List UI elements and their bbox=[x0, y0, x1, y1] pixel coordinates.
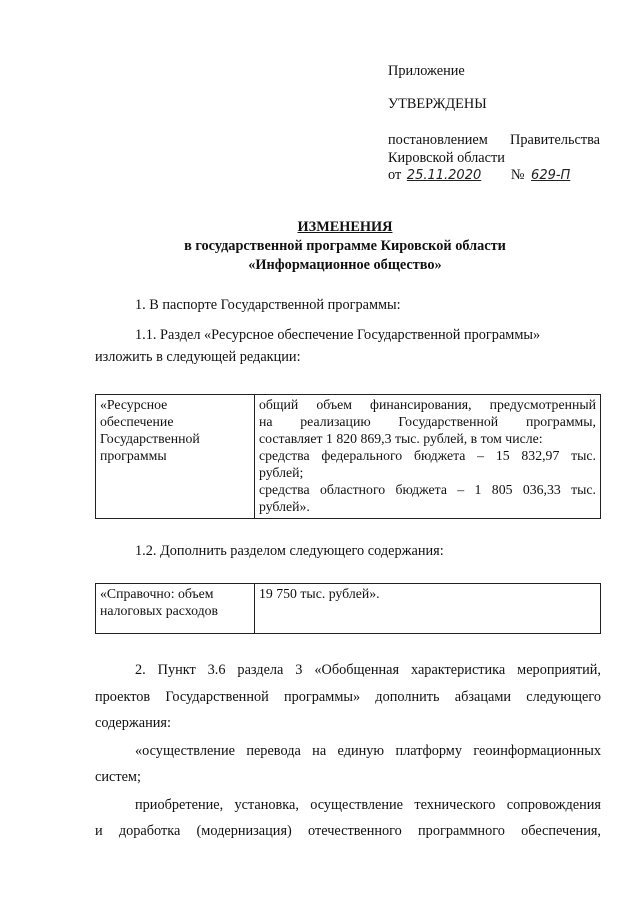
tax-table-left-cell bbox=[96, 584, 255, 634]
resource-table-right-cell bbox=[255, 395, 601, 519]
paragraph-1: 1. В паспорте Государственной программы: bbox=[135, 297, 401, 313]
decree-line-2: Кировской области bbox=[388, 150, 505, 166]
paragraph-3-line-2: систем; bbox=[95, 769, 141, 785]
cell-text: рублей; bbox=[259, 465, 304, 480]
paragraph-4-line-2: и доработка (модернизация) отечественного программного обеспечения, bbox=[95, 823, 601, 839]
cell-text: «Справочно: объем bbox=[100, 586, 214, 601]
document-title: ИЗМЕНЕНИЯ bbox=[297, 219, 393, 235]
paragraph-1-2: 1.2. Дополнить разделом следующего содержания: bbox=[135, 543, 444, 559]
cell-text: средства областного бюджета – 1 805 036,33 тыс. bbox=[259, 482, 596, 497]
cell-text: на реализацию Государственной программы, bbox=[259, 414, 596, 429]
paragraph-3-line-1: «осуществление перевода на единую платформу геоинформационных bbox=[135, 743, 601, 759]
table-row bbox=[96, 395, 601, 519]
paragraph-1-1-line-2: изложить в следующей редакции: bbox=[95, 349, 301, 365]
table-row bbox=[96, 584, 601, 634]
resource-table bbox=[95, 394, 601, 519]
handwritten-number: 629-П bbox=[531, 168, 571, 183]
cell-text: общий объем финансирования, предусмотренный bbox=[259, 397, 596, 412]
cell-text: 19 750 тыс. рублей». bbox=[259, 586, 380, 601]
cell-text: «Ресурсное bbox=[100, 397, 168, 412]
cell-text: Государственной bbox=[100, 431, 200, 446]
cell-text: обеспечение bbox=[100, 414, 174, 429]
handwritten-date: 25.11.2020 bbox=[406, 168, 482, 183]
number-prefix: № bbox=[510, 167, 525, 183]
tax-expenses-table bbox=[95, 583, 601, 634]
paragraph-2-line-2: проектов Государственной программы» дополнить абзацами следующего bbox=[95, 689, 601, 705]
date-prefix: от bbox=[388, 167, 402, 183]
decree-word-1: постановлением bbox=[388, 132, 488, 148]
cell-text: средства федерального бюджета – 15 832,97 тыс. bbox=[259, 448, 596, 463]
decree-word-2: Правительства bbox=[510, 132, 600, 148]
cell-text: рублей». bbox=[259, 499, 310, 514]
cell-text: составляет 1 820 869,3 тыс. рублей, в том числе: bbox=[259, 431, 543, 446]
cell-text: программы bbox=[100, 448, 167, 463]
document-subtitle-2: «Информационное общество» bbox=[248, 257, 442, 273]
tax-table-right-cell bbox=[255, 584, 601, 634]
paragraph-4-line-1: приобретение, установка, осуществление технического сопровождения bbox=[135, 797, 601, 813]
approved-label: УТВЕРЖДЕНЫ bbox=[388, 96, 487, 112]
document-subtitle-1: в государственной программе Кировской области bbox=[184, 238, 506, 254]
paragraph-1-1-line-1: 1.1. Раздел «Ресурсное обеспечение Государственной программы» bbox=[135, 327, 541, 343]
cell-text: налоговых расходов bbox=[100, 603, 219, 618]
paragraph-2-line-3: содержания: bbox=[95, 715, 171, 731]
appendix-label: Приложение bbox=[388, 63, 465, 79]
date-number-line bbox=[388, 166, 600, 185]
decree-line-1 bbox=[388, 131, 600, 149]
paragraph-2-line-1: 2. Пункт 3.6 раздела 3 «Обобщенная характеристика мероприятий, bbox=[135, 662, 601, 678]
resource-table-left-cell bbox=[96, 395, 255, 519]
